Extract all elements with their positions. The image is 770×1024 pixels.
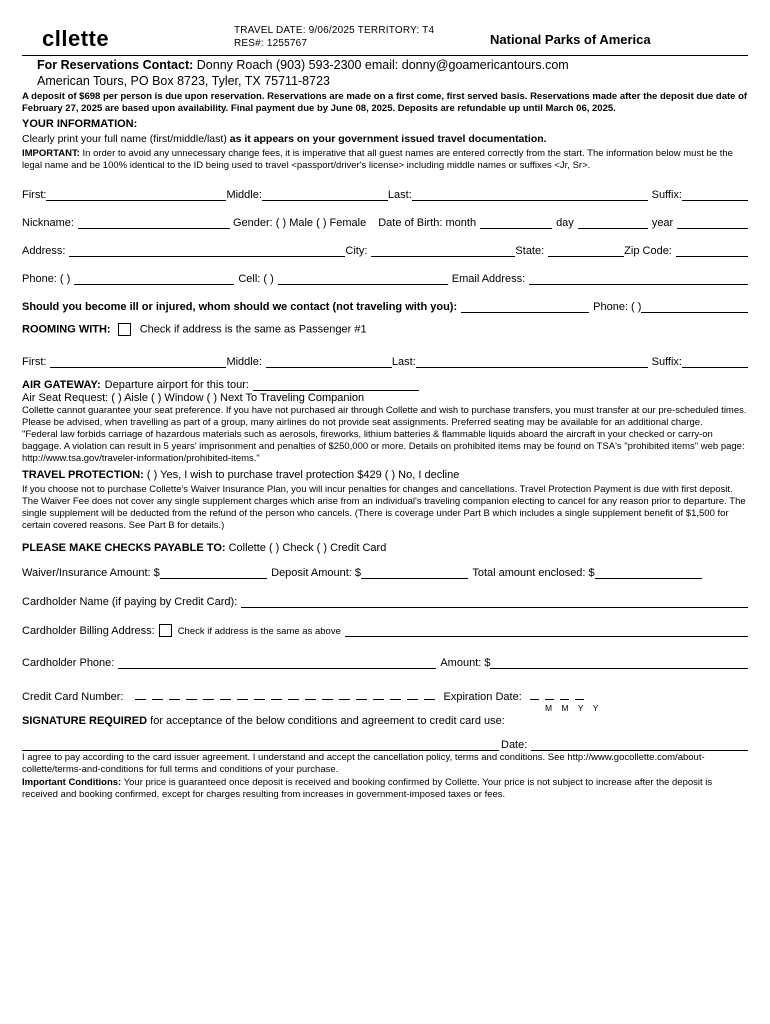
dob-year-field[interactable]: [677, 216, 748, 229]
contact-address: American Tours, PO Box 8723, Tyler, TX 75711-8723: [37, 74, 330, 88]
billing-address-row: [22, 621, 748, 637]
last-label-2: Last:: [391, 356, 416, 368]
signature-row: [22, 735, 748, 751]
city-field[interactable]: [371, 244, 515, 257]
travel-protection-options[interactable]: ( ) Yes, I wish to purchase travel protection $429 ( ) No, I decline: [146, 469, 460, 481]
dob-year-label: year: [651, 217, 674, 229]
header-divider: [22, 55, 748, 56]
amount-field[interactable]: [490, 656, 748, 669]
dob-month-field[interactable]: [480, 216, 552, 229]
seat-notice: Collette cannot guarantee your seat preference. If you have not purchased air through Collette and wish to purchase transfers, you must transfer at our pre-scheduled times. Please be advised, when travelling as part of a group, many airlines do not provide seat assignments. Preferred seating may be available for an additional charge.: [22, 405, 747, 428]
nickname-row: [22, 213, 748, 229]
suffix-field[interactable]: [682, 188, 748, 201]
cardholder-phone-label: Cardholder Phone:: [22, 657, 115, 669]
expiration-field[interactable]: [530, 691, 590, 703]
waiver-amount-label: Waiver/Insurance Amount: $: [22, 567, 160, 579]
dob-month-label: Date of Birth: month: [378, 217, 477, 229]
signature-field[interactable]: [22, 738, 499, 751]
air-seat-request[interactable]: Air Seat Request: ( ) Aisle ( ) Window ( ) Next To Traveling Companion: [22, 392, 365, 404]
cardholder-name-label: Cardholder Name (if paying by Credit Card):: [22, 596, 238, 608]
print-instructions: [22, 133, 547, 145]
signature-label: SIGNATURE REQUIRED: [22, 715, 148, 727]
print-suffix: as it appears on your government issued travel documentation.: [229, 133, 547, 145]
suffix-field-2[interactable]: [682, 355, 748, 368]
checks-payable-label: PLEASE MAKE CHECKS PAYABLE TO:: [22, 542, 226, 554]
cell-label: Cell: ( ): [238, 273, 274, 285]
suffix-label-2: Suffix:: [651, 356, 682, 368]
phone-field[interactable]: [74, 272, 234, 285]
billing-check-text: Check if address is the same as above: [177, 626, 341, 637]
cardholder-name-row: [22, 592, 748, 608]
last-label: Last:: [387, 189, 412, 201]
deposit-notice: A deposit of $698 per person is due upon reservation. Reservations are made on a first come, first served basis. Reservations made after the deposit due date of February 27, 2025 are based upon availability. Final payment due by June 08, 2025. Deposits are refundable up until March 06, 2025.: [22, 91, 748, 114]
your-information-heading: YOUR INFORMATION:: [22, 118, 138, 130]
last-name-field-2[interactable]: [416, 355, 648, 368]
address-row: [22, 241, 748, 257]
expiration-format: M M Y Y: [545, 703, 599, 713]
important-text: In order to avoid any unnecessary change fees, it is imperative that all guest names are entered correctly from the start. The information below must be the legal name and be 100% identical to the ID being used to travel <passport/driver's license> including middle names or suffixes <Jr, Sr>.: [22, 148, 733, 171]
cardholder-phone-field[interactable]: [118, 656, 436, 669]
total-amount-field[interactable]: [595, 566, 702, 579]
waiver-amount-field[interactable]: [160, 566, 267, 579]
signature-date-field[interactable]: [531, 738, 748, 751]
emergency-phone-field[interactable]: [641, 300, 748, 313]
faa-notice: "Federal law forbids carriage of hazardous materials such as aerosols, fireworks, lithium batteries & flammable liquids aboard the aircraft in your checked or carry-on baggage. A violation can result in 5 years' imprisonment and penalties of $250,000 or more. Details on prohibited items may be found on TSA's "prohibited items" web page: http://www.tsa.gov/traveler-information/prohibited-items.": [22, 429, 745, 464]
emergency-phone-label: Phone: ( ): [593, 301, 642, 313]
cell-field[interactable]: [278, 272, 448, 285]
card-number-row: [22, 687, 622, 703]
total-amount-label: Total amount enclosed: $: [472, 567, 595, 579]
billing-address-label: Cardholder Billing Address:: [22, 625, 155, 637]
card-number-field[interactable]: [135, 691, 441, 703]
important-notice: [22, 148, 750, 172]
passenger1-name-row: [22, 185, 748, 201]
deposit-amount-label: Deposit Amount: $: [271, 567, 362, 579]
air-gateway-field[interactable]: [253, 378, 419, 391]
travel-protection-notice: If you choose not to purchase Collette's Waiver Insurance Plan, you will incur penalties for changes and cancellations. Travel Protection Payment is due with first deposit. The Waiver Fee does not cover any single supplement charges which arise from an individual's traveling companion electing to cancel for any reason prior to departure. The single supplement will be deducted from the refund of the person who cancels. (There is coverage under Part B which includes a single supplement benefit of $1,500 for certain covered reasons. See Part B for details.): [22, 484, 746, 531]
middle-label-2: Middle:: [226, 356, 262, 368]
important-conditions-text: Your price is guaranteed once deposit is received and booking confirmed by Collette. Your price is not subject to increase after the deposit is received and booking confirmed, except for charges resulting from increases in government-imposed taxes or fees.: [22, 777, 713, 800]
res-number: RES#: 1255767: [234, 38, 308, 49]
collette-logo: cllette: [42, 26, 110, 51]
zip-field[interactable]: [676, 244, 748, 257]
state-field[interactable]: [548, 244, 624, 257]
travel-protection-label: TRAVEL PROTECTION:: [22, 469, 144, 481]
signature-text: for acceptance of the below conditions and agreement to credit card use:: [150, 715, 505, 727]
nickname-label: Nickname:: [22, 217, 74, 229]
phone-row: [22, 269, 748, 285]
print-prefix: Clearly print your full name (first/middle/last): [22, 133, 227, 145]
amounts-row: [22, 563, 702, 579]
payment-method-options[interactable]: Collette ( ) Check ( ) Credit Card: [228, 542, 387, 554]
important-conditions-label: Important Conditions:: [22, 777, 122, 788]
billing-address-field[interactable]: [345, 624, 748, 637]
dob-day-field[interactable]: [578, 216, 648, 229]
address-field[interactable]: [69, 244, 345, 257]
agreement-text: I agree to pay according to the card issuer agreement. I understand and accept the cancellation policy, terms and conditions. See http://www.gocollette.com/about-collette/terms-and-conditions for full terms and conditions of your purchase.: [22, 752, 705, 775]
middle-name-field[interactable]: [262, 188, 388, 201]
deposit-amount-field[interactable]: [361, 566, 468, 579]
cardholder-name-field[interactable]: [241, 595, 748, 608]
signature-heading: [22, 715, 505, 727]
city-label: City:: [345, 245, 368, 257]
email-field[interactable]: [529, 272, 748, 285]
address-label: Address:: [22, 245, 66, 257]
email-label: Email Address:: [451, 273, 526, 285]
first-name-field[interactable]: [46, 188, 226, 201]
rooming-with: [22, 323, 367, 336]
first-name-field-2[interactable]: [50, 355, 226, 368]
contact-label: For Reservations Contact:: [37, 58, 194, 72]
important-label: IMPORTANT:: [22, 148, 80, 159]
billing-same-address-checkbox[interactable]: [159, 624, 172, 637]
air-gateway-row: [22, 375, 422, 391]
emergency-row: [22, 297, 748, 313]
air-gateway-text: Departure airport for this tour:: [104, 379, 249, 391]
zip-label: Zip Code:: [624, 245, 672, 257]
emergency-contact-field[interactable]: [461, 300, 589, 313]
important-conditions: [22, 777, 750, 801]
air-gateway-label: AIR GATEWAY:: [22, 379, 101, 391]
middle-label: Middle:: [226, 189, 262, 201]
contact-details: Donny Roach (903) 593-2300 email: donny@goamericantours.com: [196, 58, 569, 72]
passenger2-name-row: [22, 352, 748, 368]
dob-day-label: day: [556, 217, 574, 229]
phone-label: Phone: ( ): [22, 273, 71, 285]
travel-date: TRAVEL DATE: 9/06/2025 TERRITORY: T4: [234, 25, 435, 36]
nickname-field[interactable]: [78, 216, 230, 229]
first-label-2: First:: [22, 356, 47, 368]
state-label: State:: [515, 245, 545, 257]
emergency-label: Should you become ill or injured, whom should we contact (not traveling with you):: [22, 301, 458, 313]
suffix-label: Suffix:: [651, 189, 682, 201]
checks-payable-row: [22, 542, 386, 554]
first-label: First:: [22, 189, 47, 201]
travel-protection-row: [22, 469, 459, 481]
rooming-same-address-checkbox[interactable]: [118, 323, 131, 336]
card-number-label: Credit Card Number:: [22, 691, 124, 703]
rooming-label: ROOMING WITH:: [22, 323, 111, 336]
reservations-contact: [37, 58, 569, 72]
middle-name-field-2[interactable]: [266, 355, 392, 368]
expiration-label: Expiration Date:: [443, 691, 522, 703]
cardholder-phone-row: [22, 653, 748, 669]
amount-label: Amount: $: [440, 657, 491, 669]
gender-options[interactable]: Gender: ( ) Male ( ) Female: [232, 217, 367, 229]
signature-date-label: Date:: [501, 739, 528, 751]
tour-title: National Parks of America: [490, 32, 651, 47]
last-name-field[interactable]: [412, 188, 648, 201]
rooming-check-text: Check if address is the same as Passenger #1: [139, 323, 367, 336]
